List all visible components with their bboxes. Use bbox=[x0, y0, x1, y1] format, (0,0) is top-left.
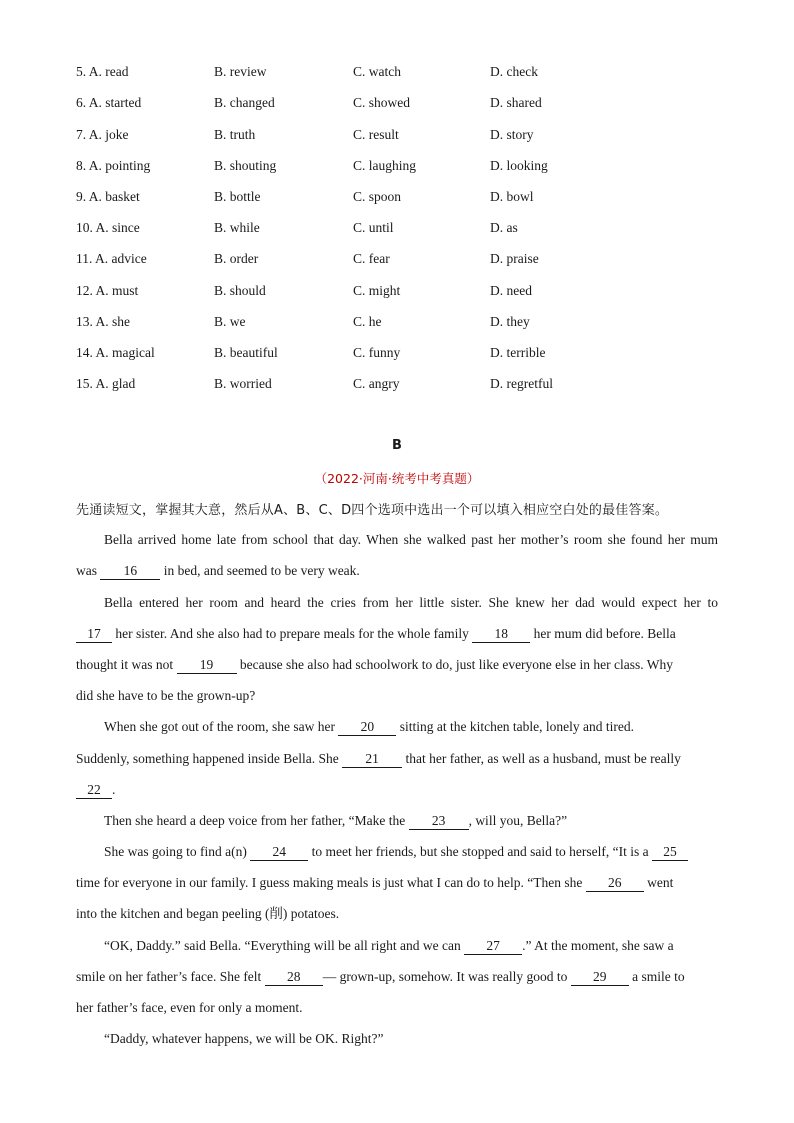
option-text: order bbox=[229, 251, 259, 266]
option-letter: D. bbox=[490, 251, 504, 266]
option-letter: B. bbox=[214, 345, 227, 360]
option-b bbox=[214, 281, 266, 301]
option-letter: D. bbox=[490, 189, 504, 204]
option-b bbox=[214, 218, 260, 238]
option-letter: D. bbox=[490, 376, 504, 391]
option-letter: A. bbox=[88, 127, 102, 142]
option-c bbox=[353, 249, 390, 269]
option-text: magical bbox=[112, 345, 155, 360]
option-text: funny bbox=[368, 345, 401, 360]
blank-19: 19 bbox=[177, 657, 237, 674]
option-b bbox=[214, 374, 272, 394]
option-letter: C. bbox=[353, 251, 366, 266]
option-b bbox=[214, 312, 246, 332]
blank-26: 26 bbox=[586, 875, 644, 892]
option-d bbox=[490, 343, 545, 363]
option-c bbox=[353, 93, 410, 113]
option-text: laughing bbox=[368, 158, 417, 173]
option-a bbox=[76, 62, 129, 82]
question-number: 10. bbox=[76, 220, 93, 235]
option-text: regretful bbox=[506, 376, 553, 391]
option-text: advice bbox=[111, 251, 147, 266]
option-text: angry bbox=[368, 376, 400, 391]
question-number: 9. bbox=[76, 189, 87, 204]
option-letter: B. bbox=[214, 158, 227, 173]
passage-line: Bella arrived home late from school that day. When she walked past her mother’s room she found her mum bbox=[104, 532, 718, 547]
passage-line: did she have to be the grown-up? bbox=[76, 688, 256, 703]
instruction-text: 先通读短文，掌握其大意，然后从A、B、C、D四个选项中选出一个可以填入相应空白处的最佳答案。 bbox=[76, 503, 669, 518]
option-text: worried bbox=[229, 376, 272, 391]
option-c bbox=[353, 156, 416, 176]
passage-line: 17 her sister. And she also had to prepare meals for the whole family 18 her mum did before. Bella bbox=[76, 624, 718, 644]
option-text: beautiful bbox=[229, 345, 278, 360]
option-a bbox=[76, 156, 150, 176]
option-a bbox=[76, 125, 129, 145]
option-b bbox=[214, 249, 258, 269]
option-text: glad bbox=[112, 376, 136, 391]
question-number: 6. bbox=[76, 95, 87, 110]
question-number: 13. bbox=[76, 314, 93, 329]
option-letter: A. bbox=[95, 251, 109, 266]
option-text: praise bbox=[506, 251, 539, 266]
passage-line: Bella entered her room and heard the cries from her little sister. She knew her dad would expect her to bbox=[104, 595, 718, 610]
option-text: result bbox=[368, 127, 399, 142]
option-c bbox=[353, 218, 394, 238]
option-d bbox=[490, 281, 532, 301]
option-d bbox=[490, 93, 542, 113]
option-c bbox=[353, 374, 400, 394]
option-text: looking bbox=[506, 158, 548, 173]
option-text: we bbox=[229, 314, 246, 329]
blank-16: 16 bbox=[100, 563, 160, 580]
option-letter: D. bbox=[490, 95, 504, 110]
option-a bbox=[76, 249, 147, 269]
option-letter: A. bbox=[88, 158, 102, 173]
question-number: 7. bbox=[76, 127, 87, 142]
question-number: 11. bbox=[76, 251, 93, 266]
option-a bbox=[76, 343, 155, 363]
passage-line: time for everyone in our family. I guess making meals is just what I can do to help. “Then she 26 went bbox=[76, 875, 674, 890]
option-letter: B. bbox=[214, 251, 227, 266]
option-letter: A. bbox=[88, 64, 102, 79]
option-letter: A. bbox=[88, 95, 102, 110]
option-text: shouting bbox=[229, 158, 277, 173]
passage-line: When she got out of the room, she saw her 20 sitting at the kitchen table, lonely and tired. bbox=[104, 719, 635, 734]
passage-line: into the kitchen and began peeling (削) potatoes. bbox=[76, 906, 340, 921]
passage-line: “Daddy, whatever happens, we will be OK. Right?” bbox=[104, 1031, 384, 1046]
option-text: bottle bbox=[229, 189, 261, 204]
option-d bbox=[490, 62, 538, 82]
option-text: read bbox=[105, 64, 129, 79]
option-text: need bbox=[506, 283, 532, 298]
option-text: spoon bbox=[368, 189, 402, 204]
passage-line: smile on her father’s face. She felt 28 — grown-up, somehow. It was really good to 29 a smile to bbox=[76, 969, 685, 984]
option-letter: C. bbox=[353, 158, 366, 173]
option-c bbox=[353, 343, 400, 363]
option-text: terrible bbox=[506, 345, 546, 360]
option-text: until bbox=[368, 220, 394, 235]
option-letter: A. bbox=[88, 189, 102, 204]
option-text: she bbox=[112, 314, 131, 329]
blank-23: 23 bbox=[409, 813, 469, 830]
option-letter: A. bbox=[95, 314, 109, 329]
option-letter: D. bbox=[490, 345, 504, 360]
option-letter: B. bbox=[214, 283, 227, 298]
question-number: 5. bbox=[76, 64, 87, 79]
blank-25: 25 bbox=[652, 844, 688, 861]
option-letter: C. bbox=[353, 64, 366, 79]
option-text: might bbox=[368, 283, 401, 298]
option-letter: A. bbox=[95, 220, 109, 235]
option-text: changed bbox=[229, 95, 275, 110]
option-letter: C. bbox=[353, 376, 366, 391]
option-letter: D. bbox=[490, 127, 504, 142]
blank-17: 17 bbox=[76, 626, 112, 643]
option-text: since bbox=[112, 220, 140, 235]
passage-line: thought it was not 19 because she also had schoolwork to do, just like everyone else in her class. Why bbox=[76, 657, 674, 672]
blank-22: 22 bbox=[76, 782, 112, 799]
option-d bbox=[490, 187, 534, 207]
option-b bbox=[214, 156, 276, 176]
option-d bbox=[490, 125, 534, 145]
option-b bbox=[214, 62, 267, 82]
option-text: review bbox=[229, 64, 267, 79]
option-letter: C. bbox=[353, 314, 366, 329]
option-d bbox=[490, 374, 553, 394]
option-letter: B. bbox=[214, 127, 227, 142]
question-number: 12. bbox=[76, 283, 93, 298]
blank-18: 18 bbox=[472, 626, 530, 643]
option-c bbox=[353, 125, 399, 145]
option-a bbox=[76, 281, 138, 301]
option-a bbox=[76, 374, 135, 394]
option-letter: C. bbox=[353, 95, 366, 110]
option-text: joke bbox=[105, 127, 129, 142]
option-letter: D. bbox=[490, 158, 504, 173]
option-d bbox=[490, 156, 548, 176]
option-c bbox=[353, 62, 401, 82]
option-b bbox=[214, 187, 261, 207]
option-letter: B. bbox=[214, 95, 227, 110]
option-letter: C. bbox=[353, 220, 366, 235]
option-a bbox=[76, 93, 141, 113]
option-text: story bbox=[506, 127, 534, 142]
option-c bbox=[353, 281, 400, 301]
passage-line: her father’s face, even for only a moment. bbox=[76, 1000, 303, 1015]
option-d bbox=[490, 249, 539, 269]
option-a bbox=[76, 187, 140, 207]
passage-line: was 16 in bed, and seemed to be very weak. bbox=[76, 563, 360, 578]
option-text: he bbox=[368, 314, 382, 329]
passage-line: “OK, Daddy.” said Bella. “Everything will be all right and we can 27 .” At the moment, she saw a bbox=[104, 938, 674, 953]
option-text: should bbox=[229, 283, 266, 298]
option-letter: B. bbox=[214, 189, 227, 204]
option-text: pointing bbox=[105, 158, 151, 173]
option-text: shared bbox=[506, 95, 542, 110]
option-text: as bbox=[506, 220, 518, 235]
option-text: fear bbox=[368, 251, 390, 266]
option-text: showed bbox=[368, 95, 411, 110]
question-number: 15. bbox=[76, 376, 93, 391]
option-letter: B. bbox=[214, 376, 227, 391]
passage-line: Then she heard a deep voice from her father, “Make the 23 , will you, Bella?” bbox=[104, 813, 568, 828]
question-number: 14. bbox=[76, 345, 93, 360]
option-letter: D. bbox=[490, 314, 504, 329]
option-text: they bbox=[506, 314, 530, 329]
option-letter: A. bbox=[95, 283, 109, 298]
option-b bbox=[214, 93, 275, 113]
passage-line: 22 . bbox=[76, 780, 718, 800]
blank-20: 20 bbox=[338, 719, 396, 736]
option-letter: A. bbox=[95, 376, 109, 391]
option-letter: D. bbox=[490, 283, 504, 298]
option-letter: A. bbox=[95, 345, 109, 360]
option-letter: D. bbox=[490, 64, 504, 79]
blank-29: 29 bbox=[571, 969, 629, 986]
option-letter: B. bbox=[214, 220, 227, 235]
option-letter: B. bbox=[214, 314, 227, 329]
blank-24: 24 bbox=[250, 844, 308, 861]
option-letter: D. bbox=[490, 220, 504, 235]
option-text: must bbox=[112, 283, 139, 298]
section-title: B bbox=[392, 438, 402, 453]
passage-line: Suddenly, something happened inside Bella. She 21 that her father, as well as a husband, must be really bbox=[76, 751, 681, 766]
question-source: （2022·河南·统考中考真题） bbox=[314, 471, 480, 486]
option-b bbox=[214, 125, 255, 145]
option-text: while bbox=[229, 220, 260, 235]
option-d bbox=[490, 218, 518, 238]
blank-21: 21 bbox=[342, 751, 402, 768]
option-letter: B. bbox=[214, 64, 227, 79]
option-letter: C. bbox=[353, 189, 366, 204]
option-c bbox=[353, 312, 382, 332]
option-text: truth bbox=[229, 127, 256, 142]
question-number: 8. bbox=[76, 158, 87, 173]
option-d bbox=[490, 312, 530, 332]
blank-27: 27 bbox=[464, 938, 522, 955]
passage-line: She was going to find a(n) 24 to meet her friends, but she stopped and said to herself, “It is a 25 bbox=[104, 842, 718, 862]
option-text: started bbox=[105, 95, 142, 110]
option-a bbox=[76, 218, 140, 238]
option-letter: C. bbox=[353, 345, 366, 360]
option-a bbox=[76, 312, 130, 332]
option-c bbox=[353, 187, 401, 207]
option-text: watch bbox=[368, 64, 401, 79]
option-text: bowl bbox=[506, 189, 534, 204]
option-letter: C. bbox=[353, 283, 366, 298]
option-b bbox=[214, 343, 278, 363]
blank-28: 28 bbox=[265, 969, 323, 986]
option-text: check bbox=[506, 64, 538, 79]
option-text: basket bbox=[105, 189, 140, 204]
option-letter: C. bbox=[353, 127, 366, 142]
